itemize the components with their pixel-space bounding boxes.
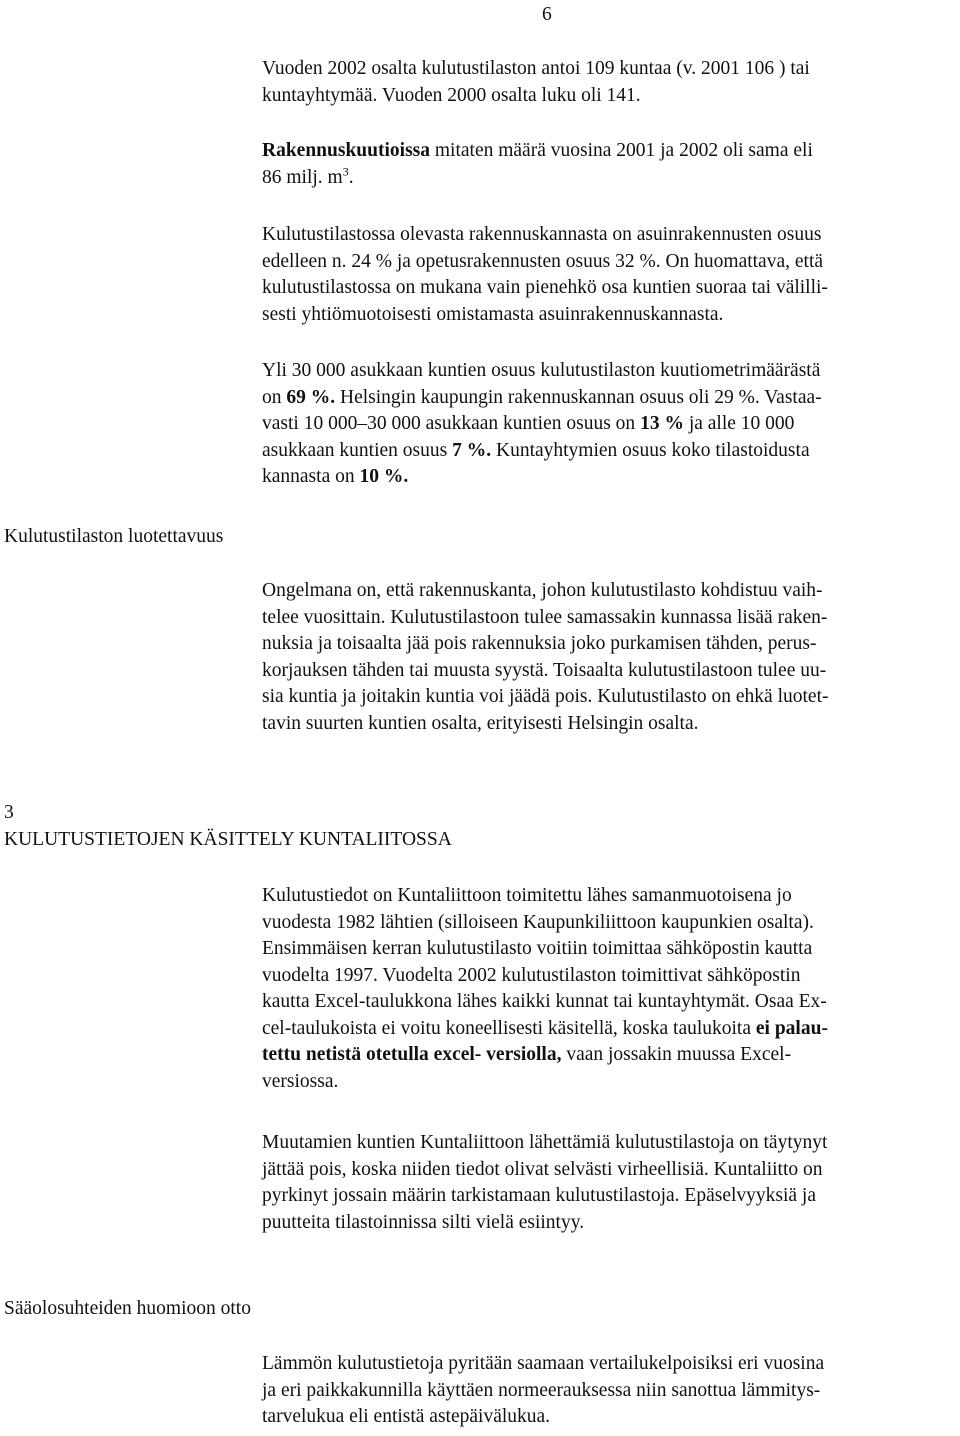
text-line: pyrkinyt jossain määrin tarkistamaan kulutustilastoja. Epäselvyyksiä ja: [262, 1185, 817, 1206]
text-line: edelleen n. 24 % ja opetusrakennusten osuus 32 %. On huomattava, että: [262, 250, 824, 272]
text-span: 86 milj. m: [262, 166, 343, 188]
paragraph-normalization: [262, 1351, 956, 1431]
text-line: tavin suurten kuntien osalta, erityisesti Helsingin osalta.: [262, 712, 699, 734]
section-title: KULUTUSTIETOJEN KÄSITTELY KUNTALIITOSSA: [4, 828, 452, 850]
text-line: sesti yhtiömuotoisesti omistamasta asuinrakennuskannasta.: [262, 303, 724, 325]
bold-value: 69 %.: [286, 386, 336, 408]
text-line: telee vuosittain. Kulutustilastoon tulee samassakin kunnassa lisää raken-: [262, 606, 828, 628]
paragraph-excluded-municipalities: [262, 1130, 956, 1236]
text-line: korjauksen tähden tai muusta syystä. Toisaalta kulutustilastoon tulee uu-: [262, 659, 827, 681]
text-line: Ongelmana on, että rakennuskanta, johon kulutustilasto kohdistuu vaih-: [262, 580, 823, 601]
text-line: [262, 1042, 956, 1069]
text-line: [262, 464, 956, 491]
text-line: sia kuntia ja joitakin kuntia voi jäädä pois. Kulutustilasto on ehkä luotet-: [262, 686, 829, 707]
text-span: Kuntayhtymien osuus koko tilastoidusta: [491, 439, 810, 461]
section-heading: [4, 800, 452, 853]
text-span: kannasta on: [262, 466, 360, 487]
side-label-reliability: Kulutustilaston luotettavuus: [4, 526, 224, 547]
superscript: 3: [342, 164, 349, 178]
text-line: [262, 1016, 956, 1043]
text-line: Kulutustiedot on Kuntaliittoon toimitettu lähes samanmuotoisena jo: [262, 885, 792, 906]
side-label-weather: Sääolosuhteiden huomioon otto: [4, 1298, 251, 1319]
text-line: Yli 30 000 asukkaan kuntien osuus kulutustilaston kuutiometrimäärästä: [262, 360, 821, 381]
text-line: tarvelukua eli entistä astepäivälukua.: [262, 1406, 551, 1427]
bold-phrase: tettu netistä otetulla excel- versiolla,: [262, 1044, 562, 1065]
page-number: 6: [542, 4, 552, 25]
text-line: Lämmön kulutustietoja pyritään saamaan vertailukelpoisiksi eri vuosina: [262, 1353, 825, 1374]
text-line: ja eri paikkakunnilla käyttäen normeerauksessa niin sanottua lämmitys-: [262, 1379, 821, 1401]
text-span: ja alle 10 000: [683, 413, 795, 434]
text-line: [262, 411, 956, 438]
text-line: Vuoden 2002 osalta kulutustilaston antoi 109 kuntaa (v. 2001 106 ) tai: [262, 58, 810, 79]
text-line: versiossa.: [262, 1070, 339, 1092]
text-line: nuksia ja toisaalta jää pois rakennuksia joko purkamisen tähden, perus-: [262, 633, 817, 654]
bold-value: 7 %.: [452, 439, 492, 461]
text-line: [262, 438, 956, 465]
paragraph-municipality-count: [262, 56, 956, 109]
text-line: kautta Excel-taulukkona lähes kaikki kunnat tai kuntayhtymät. Osaa Ex-: [262, 991, 827, 1012]
text-line: vuodelta 1997. Vuodelta 2002 kulutustilaston toimittivat sähköpostin: [262, 964, 801, 986]
text-line: kulutustilastossa on mukana vain pienehkö osa kuntien suoraa tai välilli-: [262, 277, 828, 298]
text-span: on: [262, 386, 287, 408]
text-span: Helsingin kaupungin rakennuskannan osuus oli 29 %. Vastaa-: [335, 386, 822, 408]
bold-value: 13 %: [640, 413, 684, 434]
text-span: .: [348, 166, 354, 188]
text-line: [262, 138, 956, 165]
bold-phrase: ei palau-: [755, 1017, 828, 1039]
paragraph-population-share: [262, 358, 956, 491]
text-line: Kulutustilastossa olevasta rakennuskannasta on asuinrakennusten osuus: [262, 224, 822, 245]
text-span: vasti 10 000–30 000 asukkaan kuntien osuus on: [262, 413, 641, 434]
bold-value: 10 %.: [359, 466, 409, 487]
bold-term: Rakennuskuutioissa: [262, 140, 430, 161]
text-span: mitaten määrä vuosina 2001 ja 2002 oli sama eli: [430, 140, 813, 161]
paragraph-data-handling: [262, 883, 956, 1095]
section-number: 3: [4, 802, 14, 823]
text-line: [262, 385, 956, 412]
text-span: cel-taulukoista ei voitu koneellisesti käsitellä, koska taulukoita: [262, 1017, 756, 1039]
text-line: Muutamien kuntien Kuntaliittoon lähettämiä kulutustilastoja on täytynyt: [262, 1132, 828, 1153]
paragraph-reliability: [262, 578, 956, 737]
text-line: puutteita tilastoinnissa silti vielä esiintyy.: [262, 1211, 585, 1233]
text-line: vuodesta 1982 lähtien (silloiseen Kaupunkiliittoon kaupunkien osalta).: [262, 911, 814, 933]
text-line: jättää pois, koska niiden tiedot olivat selvästi virheellisiä. Kuntaliitto on: [262, 1158, 823, 1180]
text-line: kuntayhtymää. Vuoden 2000 osalta luku oli 141.: [262, 84, 641, 106]
text-line: Ensimmäisen kerran kulutustilasto voitiin toimittaa sähköpostin kautta: [262, 938, 813, 959]
text-span: asukkaan kuntien osuus: [262, 439, 453, 461]
text-line: [262, 165, 956, 192]
paragraph-cubic-volume: [262, 138, 956, 191]
text-span: vaan jossakin muussa Excel-: [561, 1044, 792, 1065]
paragraph-building-share: [262, 222, 956, 328]
